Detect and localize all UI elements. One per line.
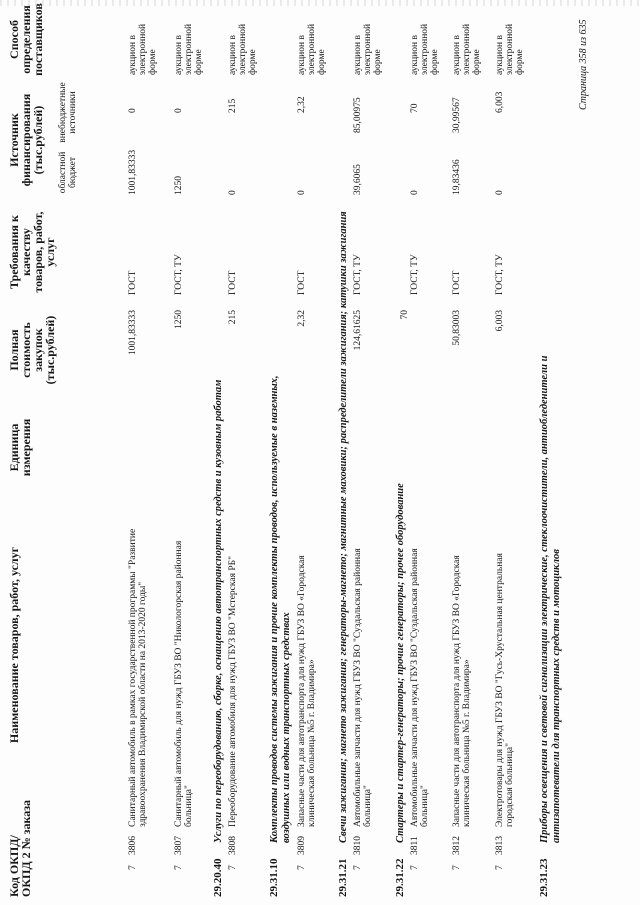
header-fin-regional: областной бюджет	[58, 151, 78, 194]
row-number: 3807	[174, 836, 184, 855]
header-unit: Единица измерения	[7, 418, 33, 477]
row-extra-budget: 2,32	[297, 96, 307, 113]
row-regional-budget: 1250	[174, 176, 184, 195]
header-method: Способ определения поставщиков	[7, 3, 45, 76]
row-regional-budget: 0	[495, 190, 505, 195]
row-prefix: 7	[353, 865, 363, 870]
section-title: Комплекты проводов системы зажигания и прочие комплекты проводов, используемые в наземных, воздушных или водных транспортных средствах	[269, 375, 292, 843]
row-regional-budget: 0	[228, 190, 238, 195]
row-extra-budget: 0	[174, 108, 184, 113]
row-cost: 6,003	[495, 310, 505, 332]
row-requirement: ГОСТ	[297, 270, 307, 295]
row-cost: 50,83003	[452, 310, 462, 346]
row-method: аукцион в электронной форме	[128, 23, 158, 75]
row-name: Запасные части для автотранспорта для нужд ГБУЗ ВО «Городская клиническая больница №5 г. Владимира»	[452, 555, 472, 827]
row-extra-budget: 70	[410, 103, 420, 113]
row-number: 3811	[410, 836, 420, 855]
section-code: 29.20.40	[212, 858, 224, 897]
row-name: Автомобильные запчасти для нужд ГБУЗ ВО "Суздальская районная больница"	[410, 548, 430, 827]
row-extra-budget: 0	[128, 108, 138, 113]
row-name: Санитарный автомобиль для нужд ГБУЗ ВО "Никологорская районная больница"	[174, 540, 194, 827]
row-method: аукцион в электронной форме	[174, 23, 204, 75]
row-cost: 70	[400, 310, 410, 320]
row-requirement: ГОСТ, ТУ	[174, 254, 184, 295]
row-cost: 215	[228, 310, 238, 325]
row-number: 3806	[128, 836, 138, 855]
row-requirement: ГОСТ	[228, 270, 238, 295]
row-prefix: 7	[452, 865, 462, 870]
row-regional-budget: 0	[410, 190, 420, 195]
row-prefix: 7	[297, 865, 307, 870]
row-regional-budget: 19,83436	[452, 159, 462, 195]
row-cost: 1250	[174, 310, 184, 329]
row-cost: 2,32	[297, 310, 307, 327]
header-fin-extra: внебюджетные источники	[58, 82, 78, 143]
row-method: аукцион в электронной форме	[410, 23, 440, 75]
section-title: Услуги по переоборудованию, сборке, оснащению автотранспортных средств и кузовным работам	[213, 379, 224, 843]
row-regional-budget: 39,6065	[353, 164, 363, 195]
row-prefix: 7	[410, 865, 420, 870]
row-extra-budget: 6,003	[495, 91, 505, 113]
row-method: аукцион в электронной форме	[353, 23, 383, 75]
row-name: Электротовары для нужд ГБУЗ ВО "Гусь-Хрустальная центральная городская больница"	[495, 553, 515, 827]
row-method: аукцион в электронной форме	[452, 23, 482, 75]
row-extra-budget: 30,99567	[452, 97, 462, 133]
header-cost: Полная стоимость закупок (тыс.рублей)	[7, 315, 57, 385]
header-financing: Источник финансирования (тыс.рублей)	[7, 93, 45, 187]
row-extra-budget: 215	[228, 98, 238, 113]
section-code: 29.31.23	[538, 858, 550, 897]
row-requirement: ГОСТ, ТУ	[495, 254, 505, 295]
row-number: 3809	[297, 836, 307, 855]
row-regional-budget: 0	[297, 190, 307, 195]
row-requirement: ГОСТ	[452, 270, 462, 295]
row-requirement: ГОСТ	[128, 270, 138, 295]
page-number: Страница 358 из 635	[578, 19, 589, 110]
row-regional-budget: 1001,83333	[128, 149, 138, 195]
row-name: Запасные части для автотранспорта для нужд ГБУЗ ВО «Городская клиническая больница №5 г. Владимира»	[297, 555, 317, 827]
row-number: 3808	[228, 836, 238, 855]
row-number: 3810	[353, 836, 363, 855]
row-cost: 124,61625	[353, 310, 363, 351]
section-title: Свечи зажигания; магнето зажигания; генераторы-магнето; магнитные маховики; распределители зажигания; катушки зажигания	[338, 211, 349, 843]
row-prefix: 7	[228, 865, 238, 870]
header-name: Наименование товаров, работ, услуг	[7, 546, 21, 744]
row-requirement: ГОСТ, ТУ	[410, 254, 420, 295]
row-method: аукцион в электронной форме	[228, 23, 258, 75]
row-number: 3812	[452, 836, 462, 855]
section-title: Приборы освещения и световой сигнализации электрические, стеклоочистители, антиобледенители и антизапотеватели для транспортных средств и мотоциклов	[539, 355, 562, 843]
row-prefix: 7	[128, 865, 138, 870]
header-requirements: Требования к качеству товаров, работ, услуг	[7, 211, 57, 293]
header-code: Код ОКПД/ ОКПД 2 № заказа	[7, 799, 33, 897]
row-requirement: ГОСТ, ТУ	[353, 254, 363, 295]
section-code: 29.31.10	[268, 858, 280, 897]
section-title: Стартеры и стартер-генераторы; прочие генераторы; прочее оборудование	[395, 483, 406, 843]
row-extra-budget: 85,00975	[353, 97, 363, 133]
row-cost: 1001,83333	[128, 310, 138, 356]
row-prefix: 7	[174, 865, 184, 870]
row-method: аукцион в электронной форме	[495, 23, 525, 75]
row-prefix: 7	[495, 865, 505, 870]
row-number: 3813	[495, 836, 505, 855]
section-code: 29.31.22	[394, 858, 406, 897]
row-name: Автомобильные запчасти для нужд ГБУЗ ВО "Суздальская районная больница"	[353, 548, 373, 827]
row-method: аукцион в электронной форме	[297, 23, 327, 75]
row-name: Санитарный автомобиль в рамках государственной программы "Развитие здравоохранения Владимирской области на 2013-2020 годы"	[128, 528, 148, 827]
section-code: 29.31.21	[337, 858, 349, 897]
row-name: Переоборудование автомобиля для нужд ГБУЗ ВО "Мстерская РБ"	[228, 556, 238, 827]
